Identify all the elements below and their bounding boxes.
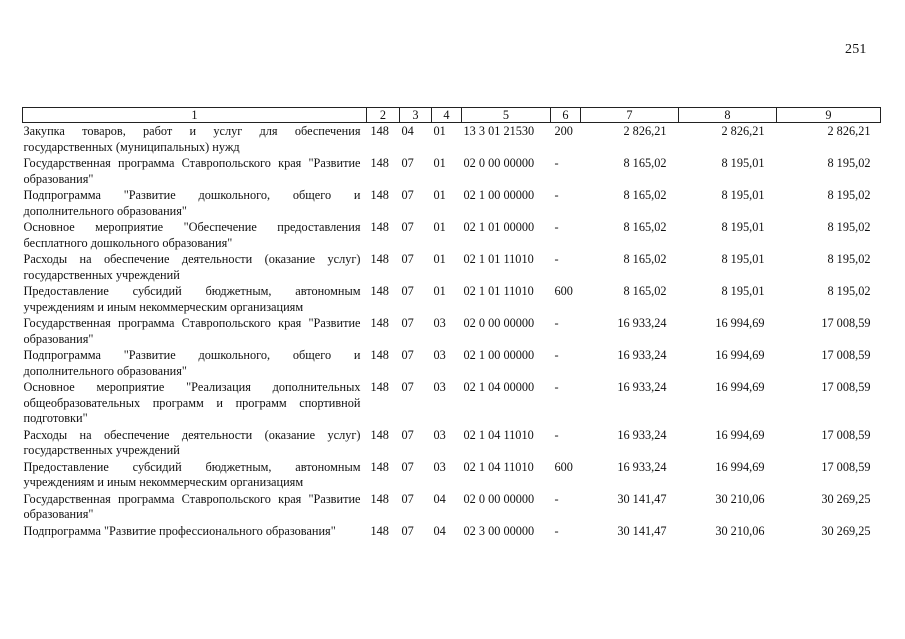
row-expense-type: - [554,348,559,362]
row-amount-col7: 16 933,24 [617,427,667,442]
row-expense-type: - [554,380,559,394]
row-expense-type: - [554,188,559,202]
row-section-code: 07 [401,220,414,234]
header-cell-2: 2 [367,108,400,123]
row-name: Подпрограмма "Развитие профессионального образования" [23,523,336,538]
row-amount-col8: 16 994,69 [715,459,765,474]
row-name: Основное мероприятие "Реализация дополнительных общеобразовательных программ и программ спортивной подготовки" [23,380,361,425]
row-name: Государственная программа Ставропольского края "Развитие образования" [23,491,361,521]
row-section-code: 07 [401,459,414,474]
row-gr-code: 148 [370,156,389,170]
row-gr-code: 148 [370,252,389,266]
table-row [23,491,881,523]
row-expense-type: - [554,523,559,538]
row-target-article: 02 0 00 00000 [463,491,535,506]
table-row [23,187,881,219]
header-cell-1: 1 [23,108,367,123]
row-target-article: 02 1 00 00000 [463,188,535,202]
row-expense-type: - [554,156,559,170]
row-section-code: 07 [401,380,414,394]
row-amount-col9: 17 008,59 [821,427,871,442]
row-target-article: 02 1 01 00000 [463,220,535,234]
row-amount-col7: 8 165,02 [623,220,667,234]
row-gr-code: 148 [370,523,389,538]
row-target-article: 02 1 04 00000 [463,380,535,394]
row-section-code: 07 [401,284,414,298]
row-target-article: 02 1 01 11010 [463,284,534,298]
row-amount-col9: 17 008,59 [821,348,871,362]
row-amount-col9: 8 195,02 [827,156,871,170]
table-row [23,379,881,427]
header-cell-6: 6 [551,108,581,123]
row-subsection-code: 01 [433,188,446,202]
row-expense-type: - [554,316,559,330]
row-subsection-code: 01 [433,252,446,266]
row-subsection-code: 01 [433,284,446,298]
row-subsection-code: 01 [433,124,446,138]
row-amount-col9: 17 008,59 [821,380,871,394]
table-row [23,123,881,156]
row-amount-col8: 2 826,21 [721,124,765,138]
header-row [23,108,881,123]
row-amount-col8: 30 210,06 [715,491,765,506]
row-expense-type: 600 [554,284,573,298]
row-amount-col7: 30 141,47 [617,523,667,538]
row-target-article: 13 3 01 21530 [463,124,535,138]
row-subsection-code: 01 [433,220,446,234]
row-gr-code: 148 [370,220,389,234]
row-target-article: 02 1 04 11010 [463,459,534,474]
row-section-code: 07 [401,188,414,202]
table-row [23,459,881,491]
row-amount-col9: 2 826,21 [827,124,871,138]
row-gr-code: 148 [370,124,389,138]
row-section-code: 07 [401,156,414,170]
row-section-code: 07 [401,427,414,442]
row-amount-col8: 16 994,69 [715,348,765,362]
row-name: Расходы на обеспечение деятельности (оказание услуг) государственных учреждений [23,427,361,457]
row-subsection-code: 04 [433,491,446,506]
row-gr-code: 148 [370,491,389,506]
row-amount-col8: 16 994,69 [715,316,765,330]
table-header [23,108,881,123]
table-row [23,347,881,379]
row-amount-col8: 8 195,01 [721,252,765,266]
row-gr-code: 148 [370,459,389,474]
row-gr-code: 148 [370,348,389,362]
row-section-code: 04 [401,124,414,138]
row-expense-type: - [554,220,559,234]
row-amount-col8: 8 195,01 [721,220,765,234]
row-amount-col7: 16 933,24 [617,459,667,474]
row-amount-col8: 30 210,06 [715,523,765,538]
row-target-article: 02 1 01 11010 [463,252,534,266]
table-row [23,523,881,540]
row-amount-col7: 8 165,02 [623,188,667,202]
row-section-code: 07 [401,348,414,362]
header-cell-7: 7 [581,108,679,123]
table-row [23,219,881,251]
row-section-code: 07 [401,252,414,266]
row-subsection-code: 01 [433,156,446,170]
row-amount-col7: 16 933,24 [617,316,667,330]
row-target-article: 02 1 00 00000 [463,348,535,362]
table-row [23,315,881,347]
header-cell-8: 8 [679,108,777,123]
row-subsection-code: 03 [433,459,446,474]
row-amount-col9: 8 195,02 [827,220,871,234]
row-expense-type: 600 [554,459,573,474]
table-row [23,251,881,283]
row-target-article: 02 1 04 11010 [463,427,534,442]
row-gr-code: 148 [370,188,389,202]
row-subsection-code: 03 [433,380,446,394]
row-amount-col7: 8 165,02 [623,156,667,170]
row-amount-col9: 8 195,02 [827,252,871,266]
page-number: 251 [845,42,867,57]
row-name: Подпрограмма "Развитие дошкольного, общего и дополнительного образования" [23,348,361,378]
row-amount-col7: 8 165,02 [623,284,667,298]
row-expense-type: 200 [554,124,573,138]
row-section-code: 07 [401,491,414,506]
row-amount-col7: 2 826,21 [623,124,667,138]
row-expense-type: - [554,491,559,506]
row-target-article: 02 0 00 00000 [463,156,535,170]
row-name: Предоставление субсидий бюджетным, автономным учреждениям и иным некоммерческим организациям [23,284,361,314]
row-expense-type: - [554,427,559,442]
header-cell-9: 9 [777,108,881,123]
table-body [23,123,881,540]
row-amount-col9: 30 269,25 [821,523,871,538]
row-gr-code: 148 [370,427,389,442]
row-expense-type: - [554,252,559,266]
row-name: Государственная программа Ставропольского края "Развитие образования" [23,316,361,346]
table-row [23,155,881,187]
row-amount-col8: 8 195,01 [721,188,765,202]
row-amount-col7: 30 141,47 [617,491,667,506]
row-amount-col9: 8 195,02 [827,188,871,202]
row-amount-col8: 8 195,01 [721,284,765,298]
row-amount-col9: 30 269,25 [821,491,871,506]
row-name: Расходы на обеспечение деятельности (оказание услуг) государственных учреждений [23,252,361,282]
row-subsection-code: 03 [433,348,446,362]
row-amount-col9: 17 008,59 [821,459,871,474]
row-name: Основное мероприятие "Обеспечение предоставления бесплатного дошкольного образования" [23,220,361,250]
row-amount-col7: 8 165,02 [623,252,667,266]
table-row [23,427,881,459]
row-name: Государственная программа Ставропольского края "Развитие образования" [23,156,361,186]
table-row [23,283,881,315]
header-cell-3: 3 [400,108,432,123]
row-amount-col9: 8 195,02 [827,284,871,298]
row-target-article: 02 3 00 00000 [463,523,535,538]
row-section-code: 07 [401,316,414,330]
row-target-article: 02 0 00 00000 [463,316,535,330]
header-cell-5: 5 [462,108,551,123]
row-subsection-code: 03 [433,316,446,330]
row-subsection-code: 03 [433,427,446,442]
row-gr-code: 148 [370,380,389,394]
row-subsection-code: 04 [433,523,446,538]
row-amount-col7: 16 933,24 [617,380,667,394]
row-gr-code: 148 [370,284,389,298]
row-name: Предоставление субсидий бюджетным, автономным учреждениям и иным некоммерческим организациям [23,459,361,489]
row-amount-col9: 17 008,59 [821,316,871,330]
row-amount-col8: 16 994,69 [715,427,765,442]
row-name: Закупка товаров, работ и услуг для обеспечения государственных (муниципальных) нужд [23,124,361,154]
row-amount-col8: 8 195,01 [721,156,765,170]
budget-table [22,107,881,539]
row-name: Подпрограмма "Развитие дошкольного, общего и дополнительного образования" [23,188,361,218]
header-cell-4: 4 [432,108,462,123]
row-amount-col7: 16 933,24 [617,348,667,362]
row-section-code: 07 [401,523,414,538]
row-amount-col8: 16 994,69 [715,380,765,394]
row-gr-code: 148 [370,316,389,330]
